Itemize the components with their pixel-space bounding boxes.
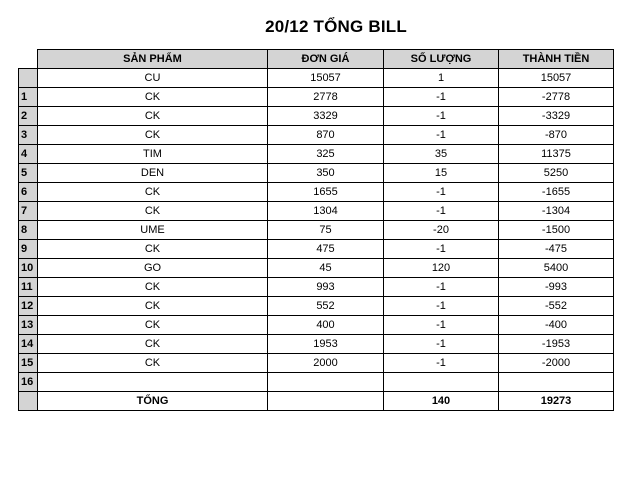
- row-index-cell[interactable]: 10: [19, 259, 38, 278]
- row-index-cell[interactable]: 16: [19, 373, 38, 392]
- quantity-cell[interactable]: 120: [384, 259, 499, 278]
- unit-price-cell[interactable]: [268, 373, 384, 392]
- unit-price-cell[interactable]: 475: [268, 240, 384, 259]
- row-index-cell[interactable]: 12: [19, 297, 38, 316]
- unit-price-cell[interactable]: 2000: [268, 354, 384, 373]
- amount-cell[interactable]: -1500: [499, 221, 614, 240]
- table-row: [19, 164, 614, 183]
- unit-price-cell[interactable]: 870: [268, 126, 384, 145]
- table-row: [19, 107, 614, 126]
- table-row: [19, 335, 614, 354]
- table-row: [19, 183, 614, 202]
- amount-cell[interactable]: -2000: [499, 354, 614, 373]
- product-cell[interactable]: CK: [38, 278, 268, 297]
- row-index-cell[interactable]: 6: [19, 183, 38, 202]
- quantity-cell[interactable]: -1: [384, 316, 499, 335]
- product-cell[interactable]: [38, 373, 268, 392]
- amount-cell[interactable]: -3329: [499, 107, 614, 126]
- table-row: [19, 145, 614, 164]
- row-index-cell[interactable]: 3: [19, 126, 38, 145]
- quantity-cell[interactable]: -1: [384, 278, 499, 297]
- quantity-cell[interactable]: -1: [384, 240, 499, 259]
- product-cell[interactable]: CU: [38, 69, 268, 88]
- quantity-cell[interactable]: 1: [384, 69, 499, 88]
- unit-price-cell[interactable]: 3329: [268, 107, 384, 126]
- unit-price-cell[interactable]: 993: [268, 278, 384, 297]
- table-row: [19, 354, 614, 373]
- total-label[interactable]: TỔNG: [38, 392, 268, 411]
- quantity-cell[interactable]: -1: [384, 126, 499, 145]
- amount-cell[interactable]: -1304: [499, 202, 614, 221]
- amount-cell[interactable]: -2778: [499, 88, 614, 107]
- row-index-cell[interactable]: 11: [19, 278, 38, 297]
- header-product[interactable]: SẢN PHẨM: [38, 50, 268, 69]
- table-row: [19, 259, 614, 278]
- table-row: [19, 221, 614, 240]
- row-index-cell[interactable]: 15: [19, 354, 38, 373]
- product-cell[interactable]: CK: [38, 335, 268, 354]
- product-cell[interactable]: GO: [38, 259, 268, 278]
- unit-price-cell[interactable]: 45: [268, 259, 384, 278]
- corner-cell: [19, 50, 38, 69]
- amount-cell[interactable]: -400: [499, 316, 614, 335]
- row-index-cell[interactable]: 5: [19, 164, 38, 183]
- quantity-cell[interactable]: -1: [384, 107, 499, 126]
- table-row: [19, 126, 614, 145]
- row-index-cell[interactable]: [19, 392, 38, 411]
- table-row: [19, 316, 614, 335]
- unit-price-cell[interactable]: 400: [268, 316, 384, 335]
- product-cell[interactable]: CK: [38, 354, 268, 373]
- product-cell[interactable]: CK: [38, 88, 268, 107]
- amount-cell[interactable]: 15057: [499, 69, 614, 88]
- amount-cell[interactable]: 5400: [499, 259, 614, 278]
- unit-price-cell[interactable]: 325: [268, 145, 384, 164]
- product-cell[interactable]: CK: [38, 297, 268, 316]
- quantity-cell[interactable]: -1: [384, 88, 499, 107]
- row-index-cell[interactable]: 1: [19, 88, 38, 107]
- product-cell[interactable]: TIM: [38, 145, 268, 164]
- quantity-cell[interactable]: [384, 373, 499, 392]
- unit-price-cell[interactable]: 1304: [268, 202, 384, 221]
- total-amount[interactable]: 19273: [499, 392, 614, 411]
- bill-title: 20/12 TỔNG BILL: [265, 17, 407, 36]
- header-row: [19, 50, 614, 69]
- row-index-cell[interactable]: 8: [19, 221, 38, 240]
- quantity-cell[interactable]: -1: [384, 354, 499, 373]
- quantity-cell[interactable]: -1: [384, 297, 499, 316]
- amount-cell[interactable]: [499, 373, 614, 392]
- product-cell[interactable]: UME: [38, 221, 268, 240]
- product-cell[interactable]: CK: [38, 107, 268, 126]
- header-amount[interactable]: THÀNH TIỀN: [499, 50, 614, 69]
- header-unit-price[interactable]: ĐƠN GIÁ: [268, 50, 384, 69]
- table-row: [19, 297, 614, 316]
- table-row: [19, 373, 614, 392]
- row-index-cell[interactable]: [19, 69, 38, 88]
- unit-price-cell[interactable]: 1953: [268, 335, 384, 354]
- quantity-cell[interactable]: -20: [384, 221, 499, 240]
- quantity-cell[interactable]: -1: [384, 202, 499, 221]
- product-cell[interactable]: DEN: [38, 164, 268, 183]
- table-row: [19, 69, 614, 88]
- amount-cell[interactable]: -993: [499, 278, 614, 297]
- table-row: [19, 278, 614, 297]
- row-index-cell[interactable]: 2: [19, 107, 38, 126]
- total-unit-price[interactable]: [268, 392, 384, 411]
- table-row: [19, 202, 614, 221]
- amount-cell[interactable]: -1953: [499, 335, 614, 354]
- row-index-cell[interactable]: 7: [19, 202, 38, 221]
- unit-price-cell[interactable]: 1655: [268, 183, 384, 202]
- unit-price-cell[interactable]: 2778: [268, 88, 384, 107]
- row-index-cell[interactable]: 14: [19, 335, 38, 354]
- product-cell[interactable]: CK: [38, 202, 268, 221]
- amount-cell[interactable]: 5250: [499, 164, 614, 183]
- amount-cell[interactable]: -552: [499, 297, 614, 316]
- header-quantity[interactable]: SỐ LƯỢNG: [384, 50, 499, 69]
- quantity-cell[interactable]: -1: [384, 335, 499, 354]
- total-quantity[interactable]: 140: [384, 392, 499, 411]
- bill-table: [18, 49, 614, 411]
- product-cell[interactable]: CK: [38, 126, 268, 145]
- amount-cell[interactable]: -870: [499, 126, 614, 145]
- amount-cell[interactable]: -1655: [499, 183, 614, 202]
- quantity-cell[interactable]: -1: [384, 183, 499, 202]
- quantity-cell[interactable]: 35: [384, 145, 499, 164]
- amount-cell[interactable]: -475: [499, 240, 614, 259]
- product-cell[interactable]: CK: [38, 316, 268, 335]
- product-cell[interactable]: CK: [38, 240, 268, 259]
- row-index-cell[interactable]: 4: [19, 145, 38, 164]
- table-row: [19, 240, 614, 259]
- product-cell[interactable]: CK: [38, 183, 268, 202]
- row-index-cell[interactable]: 9: [19, 240, 38, 259]
- quantity-cell[interactable]: 15: [384, 164, 499, 183]
- amount-cell[interactable]: 11375: [499, 145, 614, 164]
- unit-price-cell[interactable]: 552: [268, 297, 384, 316]
- unit-price-cell[interactable]: 350: [268, 164, 384, 183]
- table-row: [19, 88, 614, 107]
- row-index-cell[interactable]: 13: [19, 316, 38, 335]
- unit-price-cell[interactable]: 75: [268, 221, 384, 240]
- total-row: [19, 392, 614, 411]
- unit-price-cell[interactable]: 15057: [268, 69, 384, 88]
